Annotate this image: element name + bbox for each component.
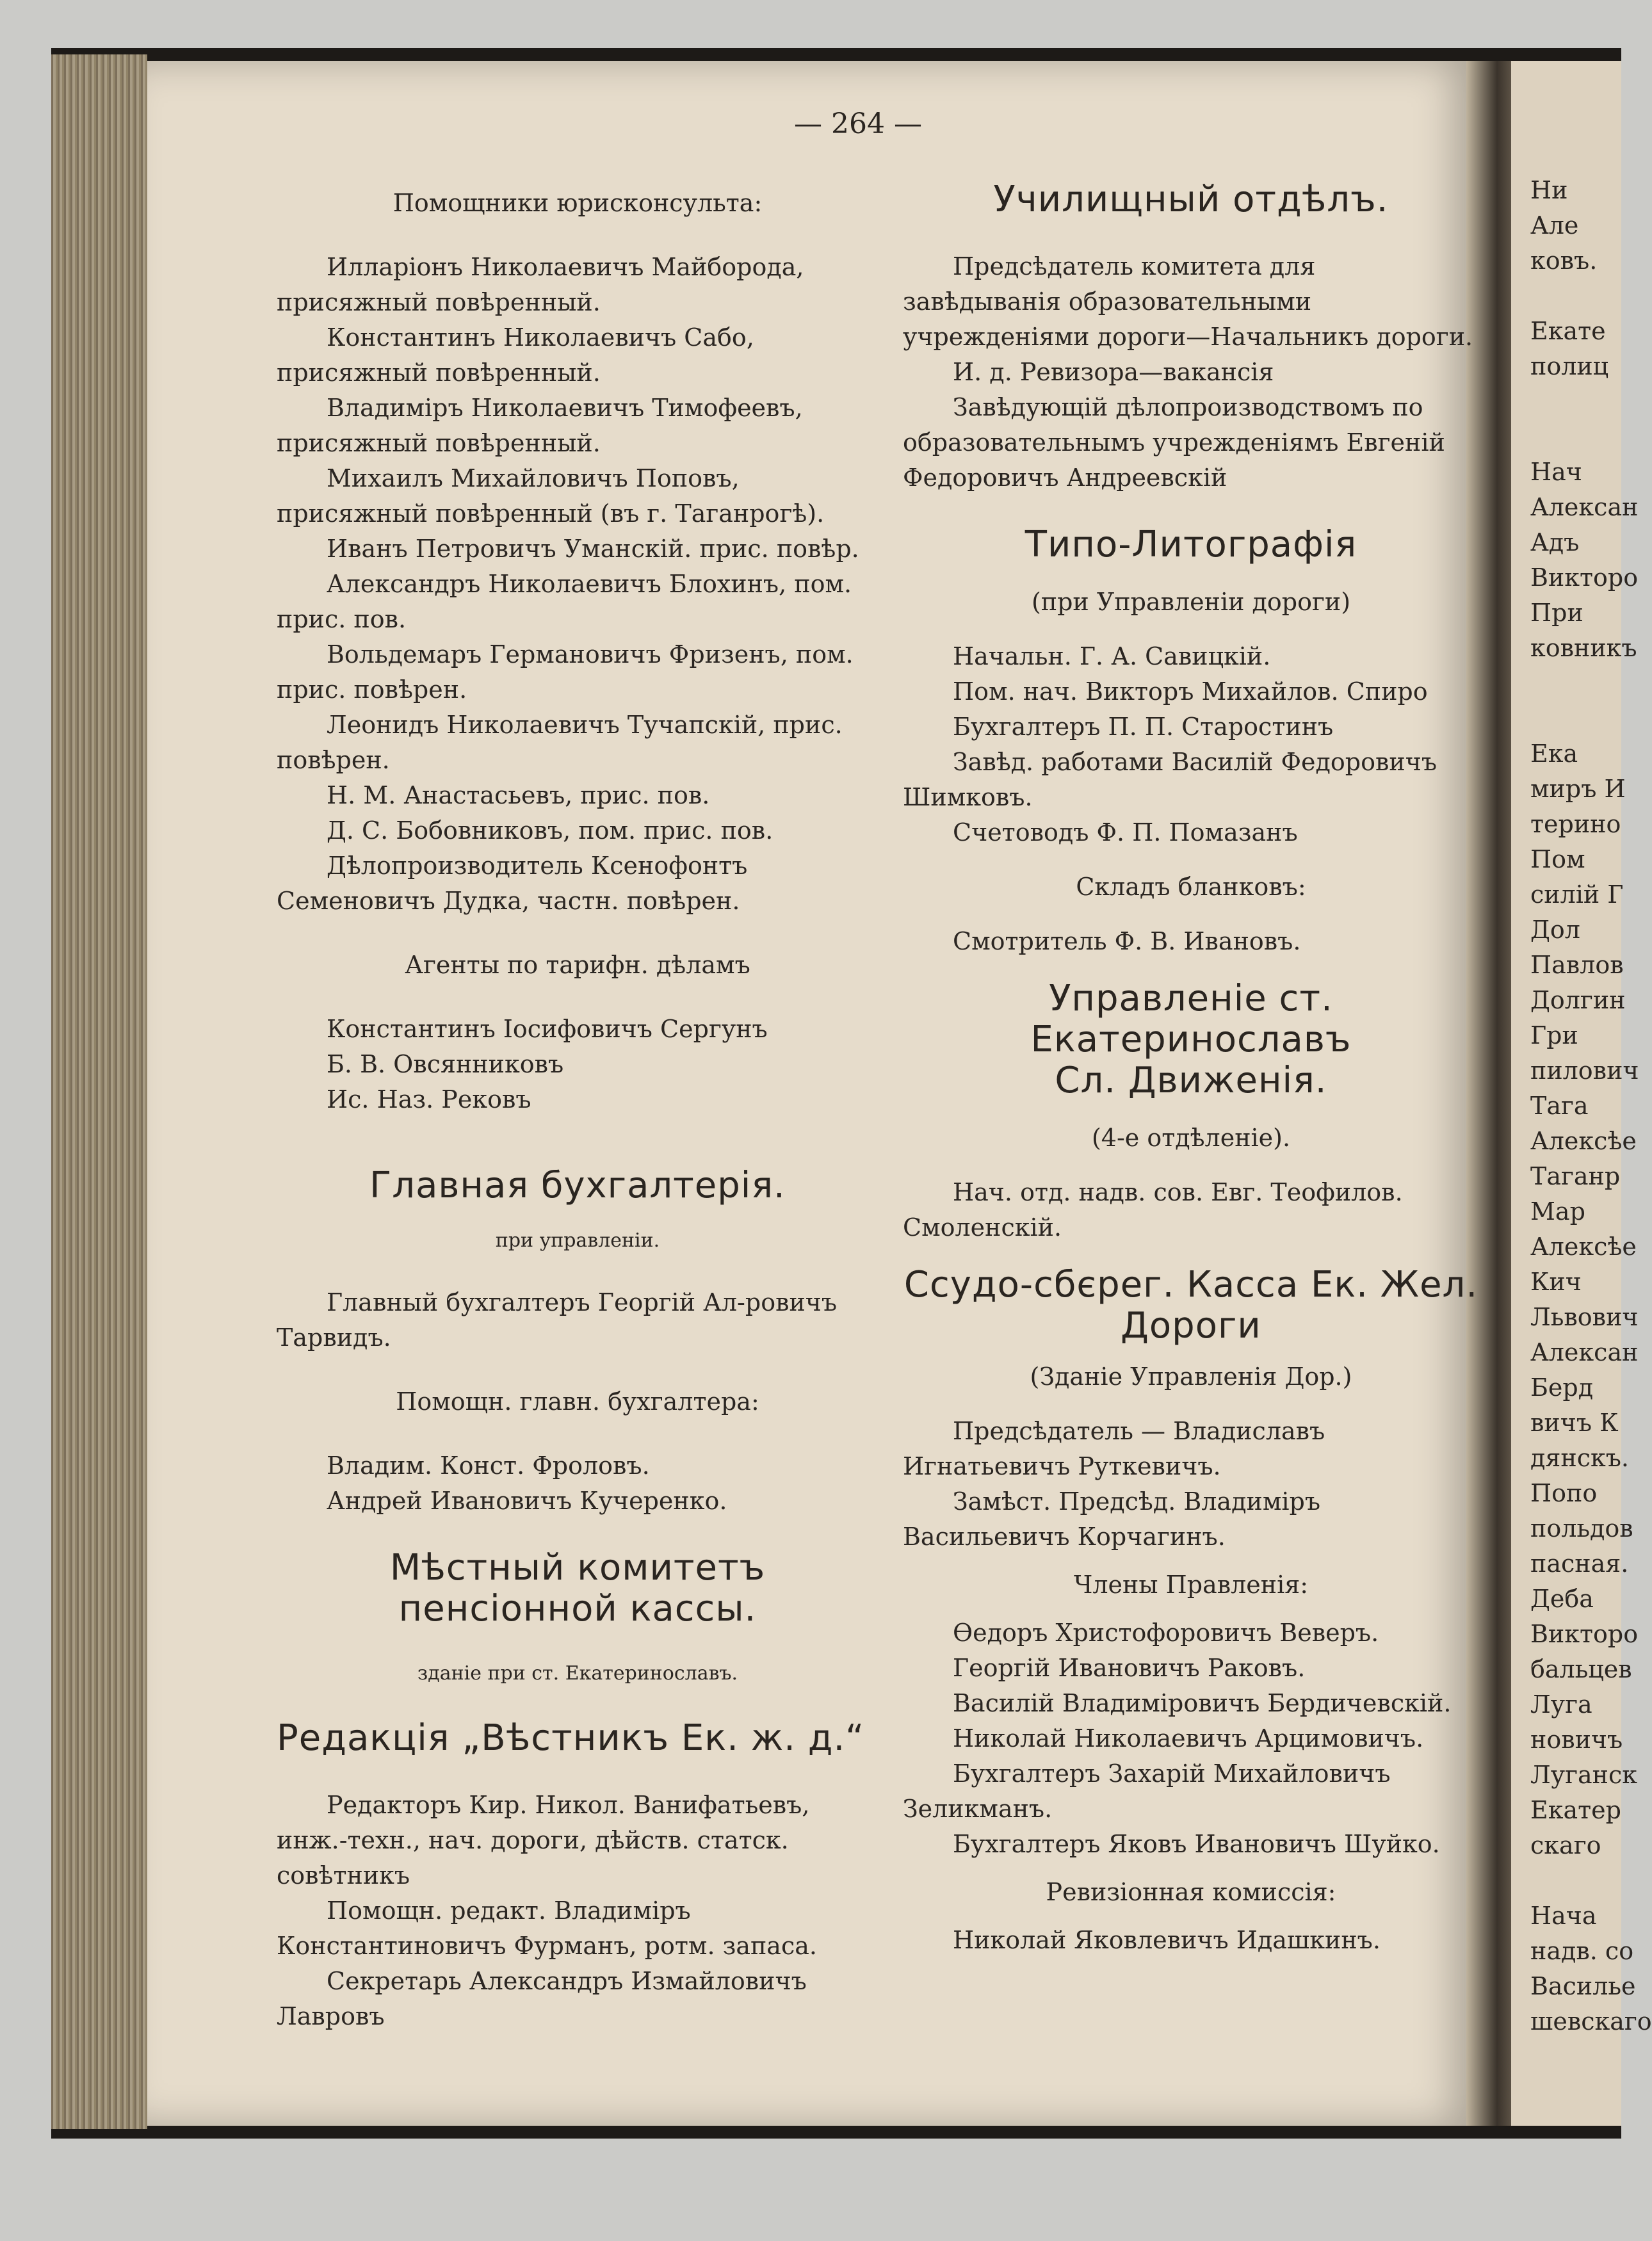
list-item: Замѣст. Предсѣд. Владиміръ Васильевичъ Корчагинъ. xyxy=(903,1487,1321,1551)
fragment-line: пилович xyxy=(1530,1056,1639,1085)
list-item: И. д. Ревизора—вакансія xyxy=(953,358,1274,386)
list-item: Начальн. Г. А. Савицкій. xyxy=(953,642,1271,670)
fragment-line: Мар xyxy=(1530,1197,1585,1226)
fragment-line: Адъ xyxy=(1530,528,1580,556)
fragment-line: польдов xyxy=(1530,1514,1633,1542)
list-item: Счетоводъ Ф. П. Помазанъ xyxy=(953,818,1298,846)
list-item: Александръ Николаевичъ Блохинъ, пом. прис. пов. xyxy=(277,570,852,633)
list-item: Өедоръ Христофоровичъ Веверъ. xyxy=(953,1619,1379,1647)
fragment-line xyxy=(1530,666,1620,701)
section-subtitle: (Зданіе Управленія Дор.) xyxy=(1030,1363,1352,1391)
list-item: Помощн. редакт. Владиміръ Константиновичъ Фурманъ, ротм. запаса. xyxy=(277,1897,817,1960)
list-item: Бухгалтеръ Захарій Михайловичъ Зеликманъ. xyxy=(903,1760,1391,1823)
fragment-line xyxy=(1530,1863,1620,1898)
fragment-line: Деба xyxy=(1530,1585,1594,1613)
section-title: Сл. Движенія. xyxy=(1055,1060,1327,1101)
section-title: Дороги xyxy=(1121,1305,1261,1347)
section-title: Главная бухгалтерія. xyxy=(369,1165,786,1206)
list-item: Бухгалтеръ П. П. Старостинъ xyxy=(953,713,1334,741)
fragment-line: Пом xyxy=(1530,845,1585,873)
fragment-line: Луганск xyxy=(1530,1761,1637,1789)
list-item: Б. В. Овсянниковъ xyxy=(327,1050,564,1078)
fragment-line: Гри xyxy=(1530,1021,1578,1049)
right-column xyxy=(903,179,1479,1958)
list-item: Николай Николаевичъ Арцимовичъ. xyxy=(953,1724,1424,1752)
agents-heading: Агенты по тарифн. дѣламъ xyxy=(405,951,750,979)
list-item: Бухгалтеръ Яковъ Ивановичъ Шуйко. xyxy=(953,1830,1440,1858)
fragment-line xyxy=(1530,279,1620,314)
fragment-line: Ека xyxy=(1530,740,1578,768)
fragment-line: Павлов xyxy=(1530,951,1624,979)
list-item: Дѣлопроизводитель Ксенофонтъ Семеновичъ Дудка, частн. повѣрен. xyxy=(277,852,748,915)
page-number: — 264 — xyxy=(794,108,922,140)
assistants-heading: Помощники юрисконсульта: xyxy=(393,189,763,217)
fragment-line: Дол xyxy=(1530,916,1580,944)
fragment-line: Таганр xyxy=(1530,1162,1621,1190)
list-item: Пом. нач. Викторъ Михайлов. Спиро xyxy=(953,677,1428,706)
fragment-line: ковъ. xyxy=(1530,247,1598,275)
fragment-line: скаго xyxy=(1530,1831,1601,1859)
list-item: Секретарь Александръ Измайловичъ Лавровъ xyxy=(277,1967,807,2030)
section-title: Управленіе ст. Екатеринославъ xyxy=(1030,978,1352,1060)
fragment-line: новичъ xyxy=(1530,1726,1623,1754)
fragment-line: полиц xyxy=(1530,352,1609,380)
fragment-line: Василье xyxy=(1530,1972,1636,2000)
fragment-line: При xyxy=(1530,599,1583,627)
fragment-line: Нач xyxy=(1530,458,1582,486)
fragment-line: Екатер xyxy=(1530,1796,1621,1824)
fragment-line: Попо xyxy=(1530,1479,1598,1507)
subheading: Складъ бланковъ: xyxy=(1076,873,1306,901)
list-item: Предсѣдатель — Владиславъ Игнатьевичъ Руткевичъ. xyxy=(903,1417,1325,1480)
list-item: Смотритель Ф. В. Ивановъ. xyxy=(953,927,1301,955)
list-item: Леонидъ Николаевичъ Тучапскій, прис. повѣрен. xyxy=(277,711,843,774)
list-item: Ис. Наз. Рековъ xyxy=(327,1085,531,1113)
list-item: Георгій Ивановичъ Раковъ. xyxy=(953,1654,1306,1682)
list-item: Владиміръ Николаевичъ Тимофеевъ, присяжный повѣренный. xyxy=(277,394,803,457)
fragment-line: Алексѣе xyxy=(1530,1233,1637,1261)
list-item: Завѣд. работами Василій Федоровичъ Шимковъ. xyxy=(903,748,1437,811)
fragment-line: шевскаго xyxy=(1530,2007,1652,2035)
fragment-line: Нача xyxy=(1530,1902,1597,1930)
section-title: Училищный отдѣлъ. xyxy=(993,179,1389,220)
fragment-line: Львович xyxy=(1530,1303,1639,1331)
list-item: Илларіонъ Николаевичъ Майборода, присяжный повѣренный. xyxy=(277,253,804,316)
list-item: Иванъ Петровичъ Уманскій. прис. повѣр. xyxy=(327,535,859,563)
fragment-line: Долгин xyxy=(1530,986,1626,1014)
fragment-line: Кич xyxy=(1530,1268,1582,1296)
fragment-line: Викторо xyxy=(1530,1620,1639,1648)
fragment-line: вичъ К xyxy=(1530,1409,1619,1437)
fragment-line: Луга xyxy=(1530,1690,1592,1719)
list-item: Предсѣдатель комитета для завѣдыванія образовательными учрежденіями дороги—Начальникъ дороги. xyxy=(903,252,1473,351)
fragment-line: Ни xyxy=(1530,176,1568,204)
list-item: Андрей Ивановичъ Кучеренко. xyxy=(327,1487,727,1515)
fragment-line: Алексан xyxy=(1530,493,1639,521)
section-title: Ссудо-сбєрег. Касса Ек. Жел. xyxy=(903,1264,1478,1306)
list-item: Редакторъ Кир. Никол. Ванифатьевъ, инж.-техн., нач. дороги, дѣйств. статск. совѣтникъ xyxy=(277,1791,810,1889)
list-item: Д. С. Бобовниковъ, пом. прис. пов. xyxy=(327,816,773,845)
list-item: Н. М. Анастасьевъ, прис. пов. xyxy=(327,781,710,809)
fragment-line: надв. со xyxy=(1530,1937,1634,1965)
list-item: Вольдемаръ Германовичъ Фризенъ, пом. прис. повѣрен. xyxy=(277,640,854,704)
fragment-line: Алексан xyxy=(1530,1338,1639,1366)
list-item: Михаилъ Михайловичъ Поповъ, присяжный повѣренный (въ г. Таганрогѣ). xyxy=(277,464,825,528)
fragment-line: Викторо xyxy=(1530,563,1639,592)
fragment-line: дянскъ. xyxy=(1530,1444,1629,1472)
fragment-line: бальцев xyxy=(1530,1655,1632,1683)
subheading: Ревизіонная комиссія: xyxy=(1046,1878,1336,1906)
section-subtitle: (4-е отдѣленіе). xyxy=(1091,1124,1291,1152)
section-subtitle: при управленіи. xyxy=(495,1229,660,1252)
list-item: Главный бухгалтеръ Георгій Ал-ровичъ Тарвидъ. xyxy=(277,1288,838,1352)
fragment-line: терино xyxy=(1530,810,1621,838)
list-item: Владим. Конст. Фроловъ. xyxy=(327,1452,650,1480)
fragment-line xyxy=(1530,384,1620,419)
list-item: Константинъ Николаевичъ Сабо, присяжный повѣренный. xyxy=(277,323,754,387)
fragment-line: пасная. xyxy=(1530,1549,1629,1578)
next-page-fragments xyxy=(1530,173,1652,2039)
fragment-line: Алексѣе xyxy=(1530,1127,1637,1155)
fragment-line xyxy=(1530,419,1620,455)
list-item: Константинъ Іосифовичъ Сергунъ xyxy=(327,1015,768,1043)
subheading: Члены Правленія: xyxy=(1073,1571,1309,1599)
subheading: Помощн. главн. бухгалтера: xyxy=(396,1387,759,1416)
left-column xyxy=(277,186,879,2034)
list-item: Николай Яковлевичъ Идашкинъ. xyxy=(953,1926,1381,1954)
fragment-line xyxy=(1530,701,1620,736)
fragment-line: ковникъ xyxy=(1530,634,1637,662)
fragment-line: Тага xyxy=(1530,1092,1589,1120)
section-title: Типо-Литографія xyxy=(1024,524,1357,565)
section-subtitle: зданіе при ст. Екатеринославъ. xyxy=(417,1662,738,1685)
page-edges xyxy=(51,54,147,2129)
list-item: Василій Владиміровичъ Бердичевскій. xyxy=(953,1689,1452,1717)
section-title: Мѣстный комитетъ пенсіонной кассы. xyxy=(389,1547,766,1630)
list-item: Завѣдующій дѣлопроизводствомъ по образовательнымъ учрежденіямъ Евгеній Федоровичъ Андреевскій xyxy=(903,393,1445,492)
section-title: Редакція „Вѣстникъ Ек. ж. д.“ xyxy=(277,1717,865,1759)
fragment-line: Екате xyxy=(1530,317,1606,345)
section-subtitle: (при Управленіи дороги) xyxy=(1031,588,1351,616)
fragment-line: Але xyxy=(1530,211,1579,239)
fragment-line: Берд xyxy=(1530,1373,1594,1402)
fragment-line: силій Г xyxy=(1530,880,1624,909)
list-item: Нач. отд. надв. сов. Евг. Теофилов. Смоленскій. xyxy=(903,1178,1403,1242)
fragment-line: миръ И xyxy=(1530,775,1626,803)
